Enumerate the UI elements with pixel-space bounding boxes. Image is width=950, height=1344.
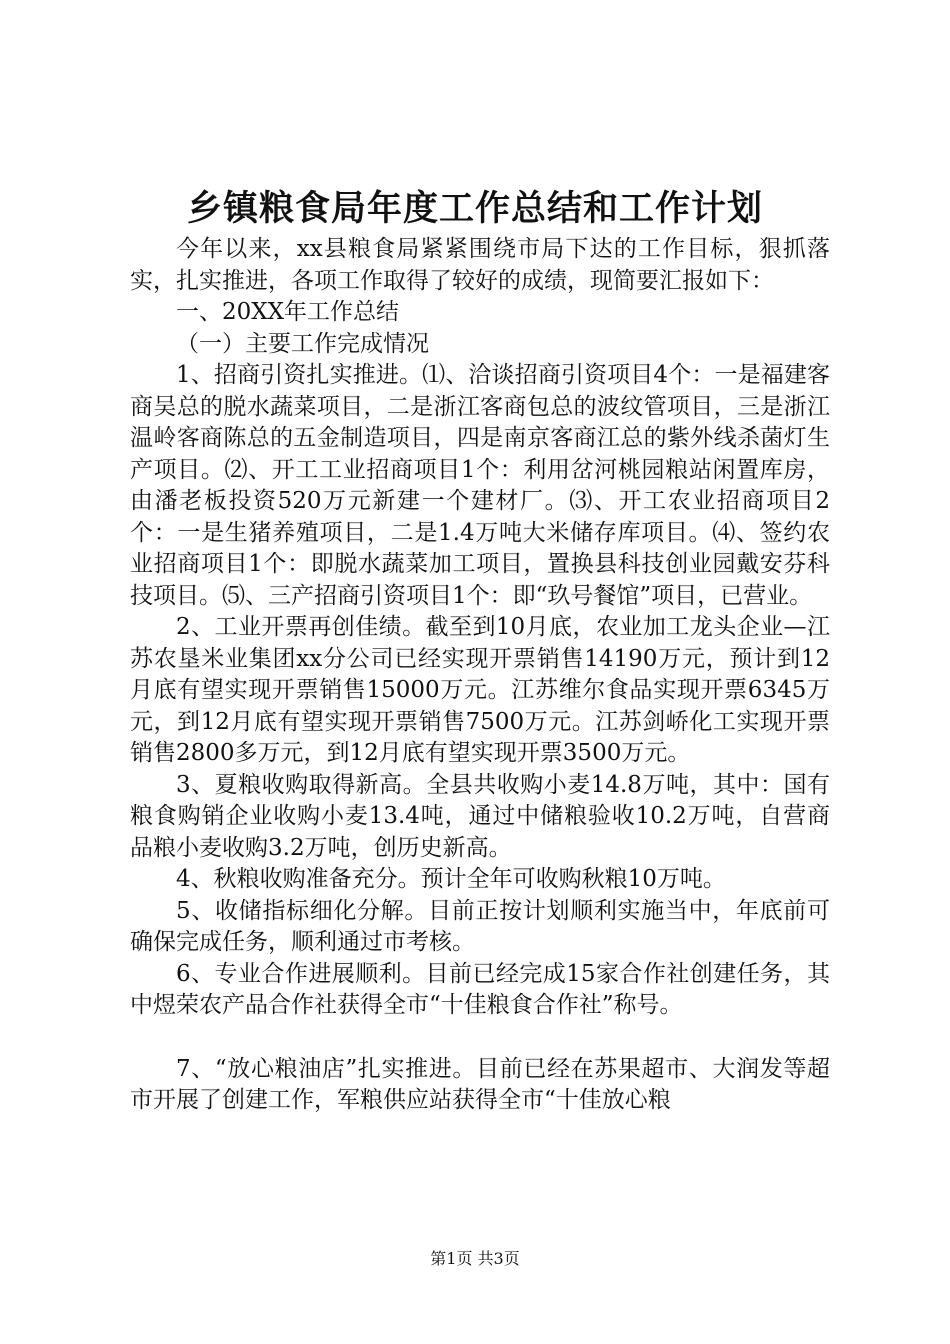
item-paragraph-7: 7、“放心粮油店”扎实推进。目前已经在苏果超市、大润发等超市开展了创建工作，军粮供应站获得全市“十佳放心粮 — [130, 1055, 830, 1113]
item-paragraph-1: 1、招商引资扎实推进。⑴、洽谈招商引资项目4个：一是福建客商吴总的脱水蔬菜项目，二是浙江客商包总的波纹管项目，三是浙江温岭客商陈总的五金制造项目，四是南京客商江总的紫外线杀菌灯生产项目。⑵、开工工业招商项目1个：利用岔河桃园粮站闲置库房，由潘老板投资520万元新建一个建材厂。⑶、开工农业招商项目2个：一是生猪养殖项目，二是1.4万吨大米储存库项目。⑷、签约农业招商项目1个：即脱水蔬菜加工项目，置换县科技创业园戴安芬科技项目。⑸、三产招商引资项目1个：即“玖号餐馆”项目，已营业。 — [130, 362, 830, 609]
item-paragraph-2: 2、工业开票再创佳绩。截至到10月底，农业加工龙头企业—江苏农垦米业集团xx分公司已经实现开票销售14190万元，预计到12月底有望实现开票销售15000万元。江苏维尔食品实现开票6345万元，到12月底有望实现开票销售7500万元。江苏剑峤化工实现开票销售2800多万元，到12月底有望实现开票3500万元。 — [130, 614, 830, 766]
item-paragraph-6: 6、专业合作进展顺利。目前已经完成15家合作社创建任务，其中煜荣农产品合作社获得全市“十佳粮食合作社”称号。 — [130, 960, 830, 1018]
section-heading: 一、20XX年工作总结 — [176, 299, 400, 325]
document-title: 乡镇粮食局年度工作总结和工作计划 — [186, 188, 763, 229]
item-paragraph-3: 3、夏粮收购取得新高。全县共收购小麦14.8万吨，其中：国有粮食购销企业收购小麦13.4吨，通过中储粮验收10.2万吨，自营商品粮小麦收购3.2万吨，创历史新高。 — [130, 771, 830, 861]
intro-paragraph: 今年以来，xx县粮食局紧紧围绕市局下达的工作目标，狠抓落实，扎实推进，各项工作取得了较好的成绩，现简要汇报如下： — [130, 236, 830, 294]
item-paragraph-5: 5、收储指标细化分解。目前正按计划顺利实施当中，年底前可确保完成任务，顺利通过市考核。 — [130, 897, 830, 955]
document-body — [130, 234, 830, 1117]
subsection-heading: （一）主要工作完成情况 — [176, 330, 429, 357]
item-paragraph-4: 4、秋粮收购准备充分。预计全年可收购秋粮10万吨。 — [176, 866, 726, 892]
page-footer: 第1页 共3页 — [430, 1249, 520, 1268]
